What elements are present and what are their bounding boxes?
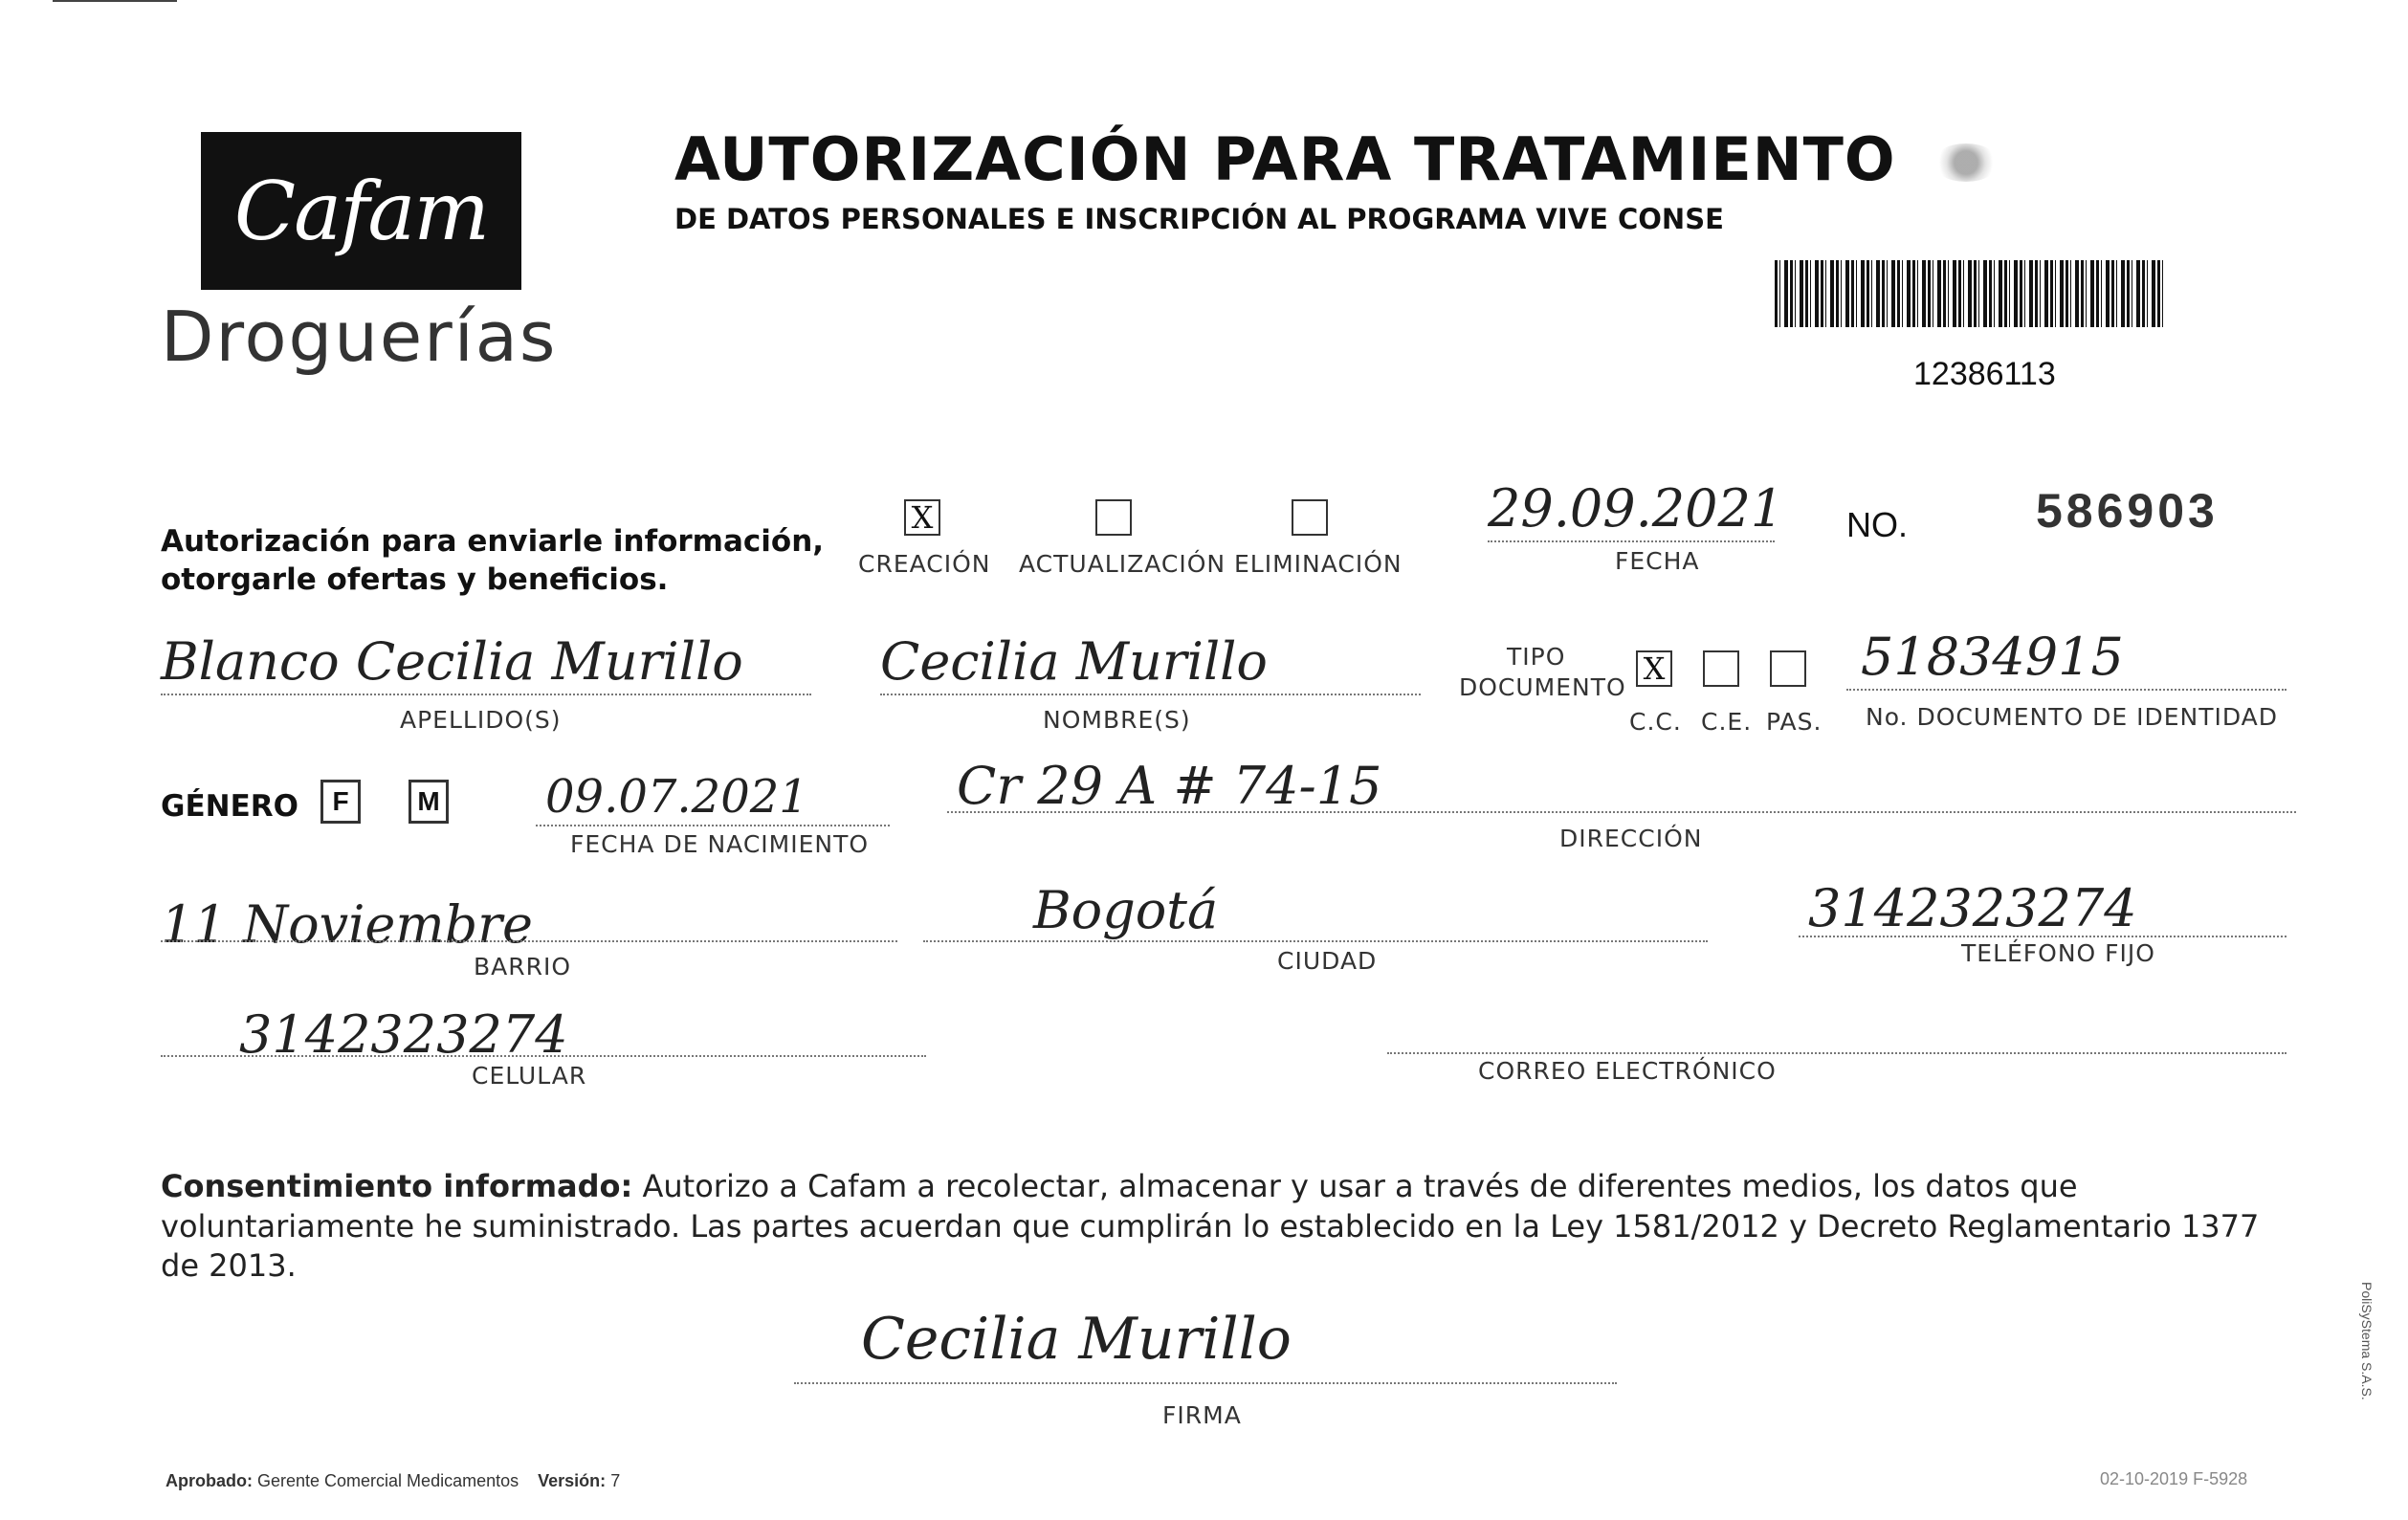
address-value[interactable]: Cr 29 A # 74-15 xyxy=(957,756,1382,816)
authorization-heading-1: Autorización para enviarle información, xyxy=(161,524,825,559)
actualizacion-label: ACTUALIZACIÓN xyxy=(1019,550,1226,578)
aprobado-value: Gerente Comercial Medicamentos xyxy=(257,1471,519,1490)
fecha-line xyxy=(1488,540,1775,542)
cafam-logo xyxy=(201,132,521,290)
telefono-label: TELÉFONO FIJO xyxy=(1961,939,2155,967)
ce-label: C.E. xyxy=(1701,708,1753,736)
logo-text: Cafam xyxy=(233,164,489,258)
email-line xyxy=(1387,1052,2286,1054)
signature-value[interactable]: Cecilia Murillo xyxy=(861,1306,1292,1373)
footer-left xyxy=(166,1471,620,1491)
consent-bold: Consentimiento informado: xyxy=(161,1168,633,1204)
actualizacion-checkbox[interactable] xyxy=(1095,499,1132,536)
address-label: DIRECCIÓN xyxy=(1559,825,1703,852)
version-label: Versión: xyxy=(538,1471,607,1490)
nombres-value[interactable]: Cecilia Murillo xyxy=(880,631,1268,692)
tipo-label-1: TIPO xyxy=(1507,643,1566,671)
apellidos-label: APELLIDO(S) xyxy=(400,706,562,734)
authorization-heading-2: otorgarle ofertas y beneficios. xyxy=(161,562,669,597)
no-label: NO. xyxy=(1846,505,1909,544)
barrio-label: BARRIO xyxy=(474,953,572,980)
creacion-checkbox[interactable]: X xyxy=(904,499,940,536)
barrio-value[interactable]: 11 Noviembre xyxy=(161,894,533,955)
creacion-label: CREACIÓN xyxy=(858,550,991,578)
document-subtitle: DE DATOS PERSONALES E INSCRIPCIÓN AL PROGRAMA VIVE CONSE xyxy=(674,203,1724,235)
signature-label: FIRMA xyxy=(1162,1401,1242,1429)
side-print-text: PoliSyStema S.A.S. xyxy=(2359,1282,2375,1400)
fecha-label: FECHA xyxy=(1615,547,1700,575)
address-line xyxy=(947,811,2296,813)
footer-right: 02-10-2019 F-5928 xyxy=(2100,1469,2248,1488)
genero-label: GÉNERO xyxy=(161,789,298,824)
ciudad-line xyxy=(923,940,1708,942)
telefono-line xyxy=(1799,936,2286,937)
document-title: AUTORIZACIÓN PARA TRATAMIENTO xyxy=(674,124,1896,194)
signature-line xyxy=(794,1382,1617,1384)
ciudad-value[interactable]: Bogotá xyxy=(1033,880,1219,940)
barrio-line xyxy=(161,940,897,942)
nombres-label: NOMBRE(S) xyxy=(1043,706,1191,734)
cc-label: C.C. xyxy=(1629,708,1682,736)
celular-line xyxy=(161,1055,926,1057)
celular-label: CELULAR xyxy=(472,1062,587,1090)
gender-f-checkbox[interactable]: F xyxy=(320,780,361,824)
barcode-number: 12386113 xyxy=(1913,356,2056,392)
tipo-label-2: DOCUMENTO xyxy=(1459,673,1626,701)
celular-value[interactable]: 3142323274 xyxy=(239,1004,568,1065)
email-label: CORREO ELECTRÓNICO xyxy=(1478,1057,1777,1085)
pas-label: PAS. xyxy=(1766,708,1823,736)
version-value: 7 xyxy=(610,1471,621,1490)
barcode xyxy=(1775,260,2167,327)
nombres-line xyxy=(880,694,1421,695)
pas-checkbox[interactable] xyxy=(1770,650,1806,687)
apellidos-line xyxy=(161,694,811,695)
logo-subtitle: Droguerías xyxy=(161,297,558,377)
doc-number-line xyxy=(1846,689,2286,691)
scan-mark xyxy=(53,0,177,11)
apellidos-value[interactable]: Blanco Cecilia Murillo xyxy=(161,631,743,692)
doc-number-value[interactable]: 51834915 xyxy=(1861,627,2124,687)
gender-m-checkbox[interactable]: M xyxy=(409,780,449,824)
consent-paragraph xyxy=(161,1167,2275,1287)
ce-checkbox[interactable] xyxy=(1703,650,1739,687)
telefono-value[interactable]: 3142323274 xyxy=(1808,878,2137,938)
aprobado-label: Aprobado: xyxy=(166,1471,253,1490)
no-value: 586903 xyxy=(2036,484,2219,538)
eliminacion-checkbox[interactable] xyxy=(1292,499,1328,536)
ink-stamp xyxy=(1933,143,1999,182)
consent-text: Autorizo a Cafam a recolectar, almacenar y usar a través de diferentes medios, los datos que voluntariamente he suministrado. Las partes acuerdan que cumplirán lo establecido en la Ley 1581/2012 y Decreto Reglamentario 1377 de 2013. xyxy=(161,1168,2260,1285)
ciudad-label: CIUDAD xyxy=(1277,947,1378,975)
fecha-value[interactable]: 29.09.2021 xyxy=(1488,478,1784,539)
eliminacion-label: ELIMINACIÓN xyxy=(1234,550,1403,578)
doc-number-label: No. DOCUMENTO DE IDENTIDAD xyxy=(1866,703,2279,731)
birth-value[interactable]: 09.07.2021 xyxy=(545,770,808,824)
birth-line xyxy=(536,825,890,826)
birth-label: FECHA DE NACIMIENTO xyxy=(570,830,870,858)
cc-checkbox[interactable]: X xyxy=(1636,650,1672,687)
